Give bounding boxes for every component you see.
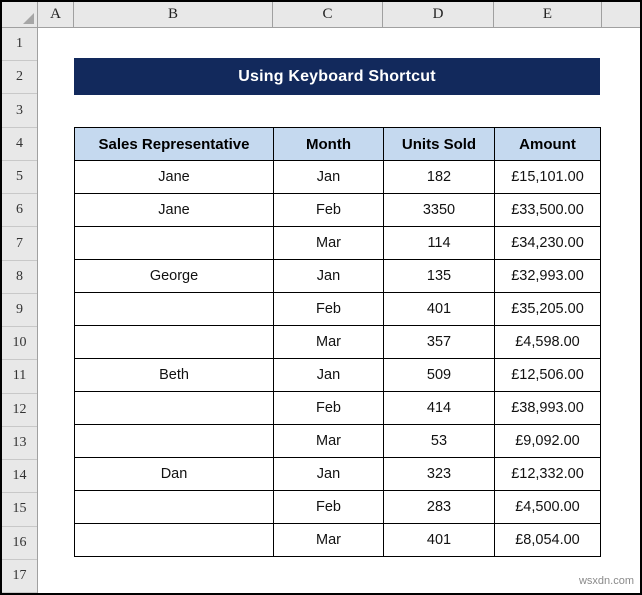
row-header-14[interactable]: 14: [2, 460, 37, 493]
cell-units-sold[interactable]: 401: [384, 524, 495, 557]
table-row: [75, 524, 601, 557]
cell-units-sold[interactable]: 414: [384, 392, 495, 425]
table-row: [75, 161, 601, 194]
row-header-2[interactable]: 2: [2, 61, 37, 94]
cell-month[interactable]: Mar: [274, 227, 384, 260]
select-all-triangle-icon: [23, 13, 34, 24]
cell-sales-representative[interactable]: Jane: [75, 161, 274, 194]
cell-units-sold[interactable]: 53: [384, 425, 495, 458]
cell-sales-representative[interactable]: George: [75, 260, 274, 293]
cell-month[interactable]: Feb: [274, 293, 384, 326]
row-header-5[interactable]: 5: [2, 161, 37, 194]
cell-month[interactable]: Jan: [274, 260, 384, 293]
cell-month[interactable]: Feb: [274, 392, 384, 425]
cell-amount[interactable]: £12,332.00: [495, 458, 601, 491]
row-header-3[interactable]: 3: [2, 94, 37, 127]
cell-amount[interactable]: £33,500.00: [495, 194, 601, 227]
title-banner-cell[interactable]: [74, 58, 600, 95]
row-header-6[interactable]: 6: [2, 194, 37, 227]
cell-month[interactable]: Jan: [274, 359, 384, 392]
table-row: [75, 425, 601, 458]
sales-data-table: [74, 127, 601, 557]
column-header-e[interactable]: E: [494, 2, 602, 27]
column-header-overflow: [602, 2, 640, 27]
row-header-12[interactable]: 12: [2, 394, 37, 427]
row-header-16[interactable]: 16: [2, 527, 37, 560]
cell-sales-representative[interactable]: Jane: [75, 194, 274, 227]
row-header-17[interactable]: 17: [2, 560, 37, 593]
row-header-13[interactable]: 13: [2, 427, 37, 460]
column-header-d[interactable]: D: [383, 2, 494, 27]
column-header-a[interactable]: A: [38, 2, 74, 27]
cell-month[interactable]: Feb: [274, 194, 384, 227]
cell-sales-representative[interactable]: [75, 392, 274, 425]
cell-sales-representative[interactable]: [75, 293, 274, 326]
table-row: [75, 194, 601, 227]
cell-units-sold[interactable]: 509: [384, 359, 495, 392]
row-header-gutter: [2, 28, 38, 593]
table-row: [75, 392, 601, 425]
cell-units-sold[interactable]: 283: [384, 491, 495, 524]
cell-units-sold[interactable]: 401: [384, 293, 495, 326]
column-header-c[interactable]: C: [273, 2, 383, 27]
cell-amount[interactable]: £12,506.00: [495, 359, 601, 392]
cell-amount[interactable]: £9,092.00: [495, 425, 601, 458]
row-header-9[interactable]: 9: [2, 294, 37, 327]
table-header-row: [75, 128, 601, 161]
cell-month[interactable]: Mar: [274, 326, 384, 359]
row-header-8[interactable]: 8: [2, 261, 37, 294]
cell-amount[interactable]: £8,054.00: [495, 524, 601, 557]
cell-amount[interactable]: £15,101.00: [495, 161, 601, 194]
cell-month[interactable]: Jan: [274, 161, 384, 194]
column-header-amount[interactable]: Amount: [495, 128, 601, 161]
cell-amount[interactable]: £34,230.00: [495, 227, 601, 260]
cell-month[interactable]: Feb: [274, 491, 384, 524]
cell-sales-representative[interactable]: [75, 425, 274, 458]
cell-units-sold[interactable]: 114: [384, 227, 495, 260]
column-header-month[interactable]: Month: [274, 128, 384, 161]
table-row: [75, 260, 601, 293]
cell-amount[interactable]: £4,598.00: [495, 326, 601, 359]
table-body: [75, 161, 601, 557]
cell-units-sold[interactable]: 357: [384, 326, 495, 359]
row-header-10[interactable]: 10: [2, 327, 37, 360]
cell-amount[interactable]: £32,993.00: [495, 260, 601, 293]
cell-month[interactable]: Mar: [274, 425, 384, 458]
table-row: [75, 359, 601, 392]
cell-sales-representative[interactable]: Dan: [75, 458, 274, 491]
cell-sales-representative[interactable]: Beth: [75, 359, 274, 392]
cell-amount[interactable]: £38,993.00: [495, 392, 601, 425]
table-row: [75, 491, 601, 524]
row-header-1[interactable]: 1: [2, 28, 37, 61]
cell-amount[interactable]: £4,500.00: [495, 491, 601, 524]
cell-sales-representative[interactable]: [75, 524, 274, 557]
select-all-button[interactable]: [2, 2, 38, 27]
column-header-sales-representative[interactable]: Sales Representative: [75, 128, 274, 161]
cell-units-sold[interactable]: 135: [384, 260, 495, 293]
sheet-area[interactable]: [38, 28, 640, 593]
cell-month[interactable]: Mar: [274, 524, 384, 557]
cell-units-sold[interactable]: 3350: [384, 194, 495, 227]
table-row: [75, 326, 601, 359]
title-text: Using Keyboard Shortcut: [238, 67, 436, 85]
table-row: [75, 458, 601, 491]
row-header-7[interactable]: 7: [2, 227, 37, 260]
column-header-strip: [2, 2, 640, 28]
row-header-11[interactable]: 11: [2, 360, 37, 393]
cell-sales-representative[interactable]: [75, 326, 274, 359]
cell-month[interactable]: Jan: [274, 458, 384, 491]
watermark: wsxdn.com: [578, 575, 634, 587]
table-row: [75, 227, 601, 260]
cell-sales-representative[interactable]: [75, 491, 274, 524]
cell-units-sold[interactable]: 182: [384, 161, 495, 194]
cell-sales-representative[interactable]: [75, 227, 274, 260]
column-header-units-sold[interactable]: Units Sold: [384, 128, 495, 161]
grid-body: [2, 28, 640, 593]
row-header-15[interactable]: 15: [2, 493, 37, 526]
row-header-4[interactable]: 4: [2, 128, 37, 161]
cell-units-sold[interactable]: 323: [384, 458, 495, 491]
cell-amount[interactable]: £35,205.00: [495, 293, 601, 326]
column-header-b[interactable]: B: [74, 2, 273, 27]
table-row: [75, 293, 601, 326]
